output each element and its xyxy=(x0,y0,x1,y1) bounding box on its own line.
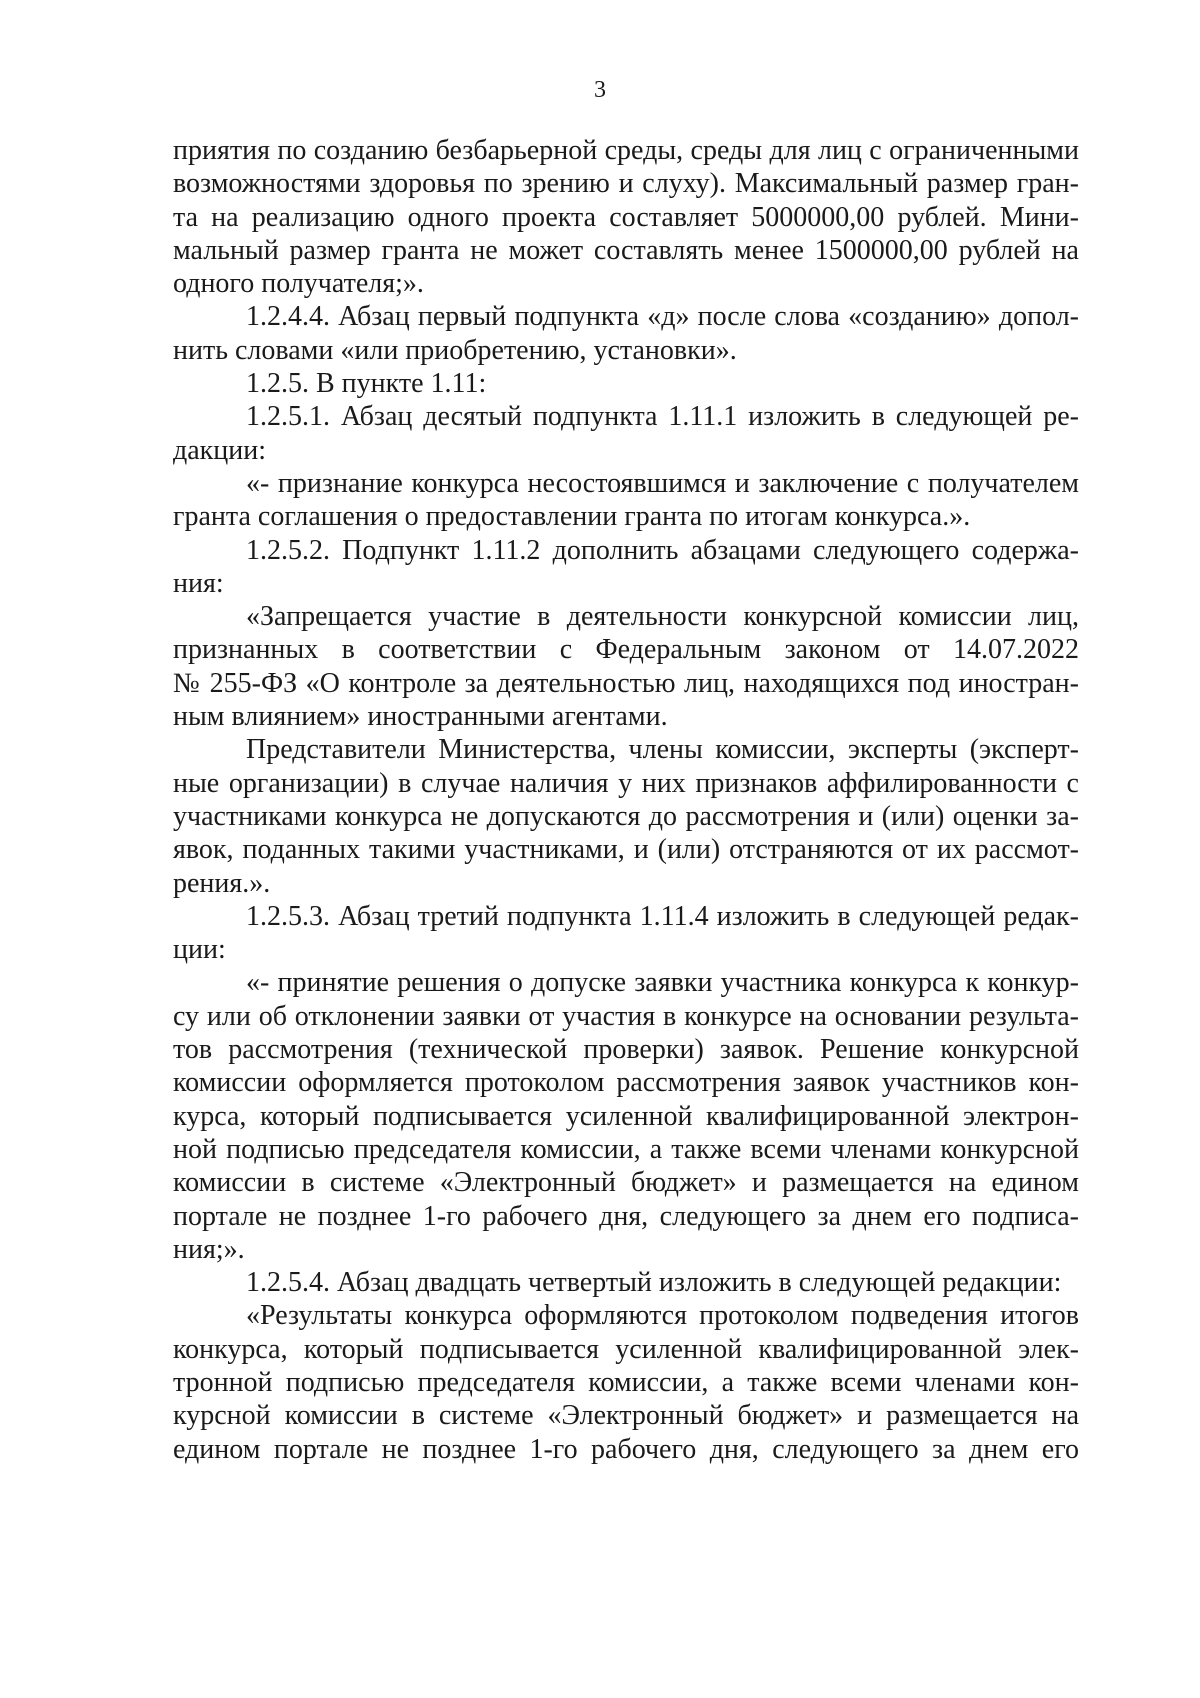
text-line: конкурса, который подписывается усиленной квалифицированной элек- xyxy=(173,1333,1079,1365)
text-line: ной подписью председателя комиссии, а также всеми членами конкурсной xyxy=(173,1133,1079,1165)
text-line: курсной комиссии в системе «Электронный бюджет» и размещается на xyxy=(173,1400,1079,1432)
text-line: Представители Министерства, члены комиссии, эксперты (эксперт- xyxy=(246,734,1079,766)
text-line: тронной подписью председателя комиссии, а также всеми членами кон- xyxy=(173,1366,1079,1398)
text-line: ные организации) в случае наличия у них признаков аффилированности с xyxy=(173,767,1079,799)
text-line: «Результаты конкурса оформляются протоколом подведения итогов xyxy=(246,1300,1079,1332)
text-line: 1.2.5.4. Абзац двадцать четвертый изложить в следующей редакции: xyxy=(246,1267,1062,1299)
text-line: су или об отклонении заявки от участия в конкурсе на основании результа- xyxy=(173,1000,1079,1032)
text-line: 1.2.4.4. Абзац первый подпункта «д» после слова «созданию» допол- xyxy=(246,301,1079,333)
page-number: 3 xyxy=(594,77,606,103)
text-line: та на реализацию одного проекта составляет 5000000,00 рублей. Мини- xyxy=(173,201,1079,233)
text-line: приятия по созданию безбарьерной среды, среды для лиц с ограниченными xyxy=(173,135,1079,166)
text-line: гранта соглашения о предоставлении гранта по итогам конкурса.». xyxy=(173,501,971,533)
text-line: дакции: xyxy=(173,434,267,466)
text-line: 1.2.5.3. Абзац третий подпункта 1.11.4 изложить в следующей редак- xyxy=(246,900,1079,932)
text-line: ния: xyxy=(173,567,224,599)
text-line: портале не позднее 1-го рабочего дня, следующего за днем его подписа- xyxy=(173,1200,1079,1232)
text-line: «Запрещается участие в деятельности конкурсной комиссии лиц, xyxy=(246,601,1079,633)
text-line: 1.2.5. В пункте 1.11: xyxy=(246,368,487,400)
text-line: ния;». xyxy=(173,1233,245,1265)
text-line: явок, поданных такими участниками, и (или) отстраняются от их рассмот- xyxy=(173,834,1079,866)
text-line: едином портале не позднее 1-го рабочего дня, следующего за днем его xyxy=(173,1433,1079,1465)
text-line: ным влиянием» иностранными агентами. xyxy=(173,701,668,733)
text-line: участниками конкурса не допускаются до рассмотрения и (или) оценки за- xyxy=(173,800,1079,832)
text-line: тов рассмотрения (технической проверки) заявок. Решение конкурсной xyxy=(173,1034,1079,1066)
text-line: рения.». xyxy=(173,867,271,899)
text-line: ции: xyxy=(173,934,226,966)
text-line: мальный размер гранта не может составлять менее 1500000,00 рублей на xyxy=(173,234,1079,266)
document-body xyxy=(173,134,1079,1466)
text-line: 1.2.5.1. Абзац десятый подпункта 1.11.1 изложить в следующей ре- xyxy=(246,401,1079,433)
text-line: признанных в соответствии с Федеральным законом от 14.07.2022 xyxy=(173,634,1079,666)
text-line: курса, который подписывается усиленной квалифицированной электрон- xyxy=(173,1100,1079,1132)
text-line: № 255-ФЗ «О контроле за деятельностью лиц, находящихся под иностран- xyxy=(173,667,1079,699)
text-line: возможностями здоровья по зрению и слуху). Максимальный размер гран- xyxy=(173,168,1079,200)
text-line: «- признание конкурса несостоявшимся и заключение с получателем xyxy=(246,467,1079,499)
text-line: одного получателя;». xyxy=(173,268,424,300)
text-line: 1.2.5.2. Подпункт 1.11.2 дополнить абзацами следующего содержа- xyxy=(246,534,1079,566)
text-line: комиссии оформляется протоколом рассмотрения заявок участников кон- xyxy=(173,1067,1079,1099)
text-line: «- принятие решения о допуске заявки участника конкурса к конкур- xyxy=(246,967,1079,999)
text-line: комиссии в системе «Электронный бюджет» и размещается на едином xyxy=(173,1167,1079,1199)
text-line: нить словами «или приобретению, установки». xyxy=(173,334,737,366)
